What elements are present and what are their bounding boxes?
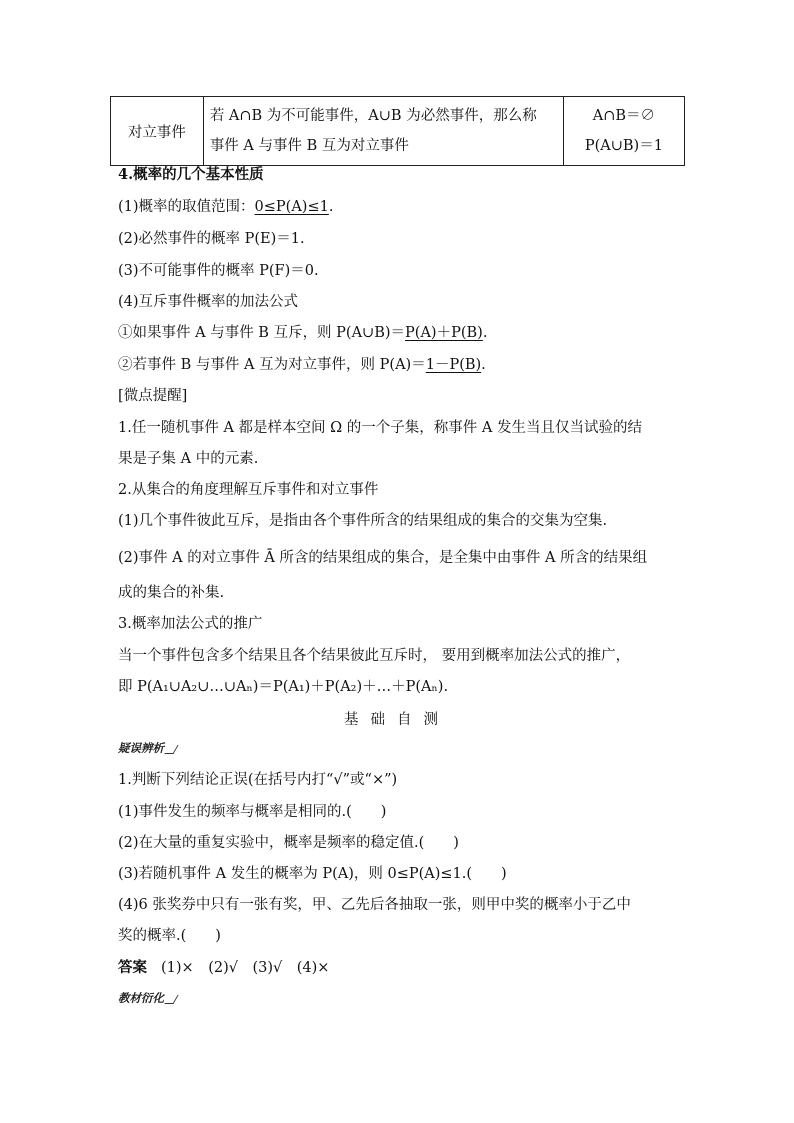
tag-label: 疑误辨析: [118, 741, 164, 755]
text: .: [328, 199, 334, 215]
table-cell-term: 对立事件: [111, 97, 204, 166]
paragraph: (4)互斥事件概率的加法公式: [118, 294, 299, 310]
paragraph: (1)几个事件彼此互斥，是指由各个事件所含的结果组成的集合的交集为空集.: [118, 513, 608, 529]
paragraph: 果是子集 A 中的元素.: [118, 451, 259, 467]
text: ②若事件 B 与事件 A 互为对立事件，则 P(A)＝: [118, 357, 426, 373]
question-item: (3)若随机事件 A 发生的概率为 P(A)，则 0≤P(A)≤1.( ): [118, 866, 507, 882]
text: .: [481, 357, 486, 373]
paragraph: 即 P(A₁∪A₂∪…∪Aₙ)＝P(A₁)＋P(A₂)＋…＋P(Aₙ).: [118, 679, 449, 695]
question-heading: 1.判断下列结论正误(在括号内打“√”或“×”): [118, 772, 398, 788]
paragraph: [118, 355, 486, 375]
text: (1)概率的取值范围：: [118, 199, 255, 215]
table-cell-formula: [563, 97, 684, 166]
paragraph: (2)必然事件的概率 P(E)＝1.: [118, 231, 305, 247]
description-line: 若 A∩B 为不可能事件，A∪B 为必然事件，那么称: [209, 108, 537, 124]
tips-heading: [微点提醒]: [118, 388, 188, 404]
tag-mark-icon: [164, 745, 178, 754]
paragraph: (2)事件 A 的对立事件 Ā 所含的结果组成的集合，是全集中由事件 A 所含的结果组: [118, 550, 648, 566]
section-heading: 4.概率的几个基本性质: [118, 166, 264, 183]
tag-label: 教材衍化: [118, 991, 164, 1005]
paragraph: 成的集合的补集.: [118, 585, 225, 601]
paragraph: 1.任一随机事件 A 都是样本空间 Ω 的一个子集，称事件 A 发生当且仅当试验的结: [118, 420, 642, 436]
answer-label: 答案: [118, 959, 147, 976]
paragraph: [118, 197, 333, 217]
table-row: [111, 97, 685, 166]
section-title: 基础自测: [344, 712, 450, 728]
category-tag: [118, 990, 176, 1006]
text: ①如果事件 A 与事件 B 互斥，则 P(A∪B)＝: [118, 325, 406, 341]
paragraph: (3)不可能事件的概率 P(F)＝0.: [118, 263, 319, 279]
question-item: (2)在大量的重复实验中，概率是频率的稳定值.( ): [118, 835, 459, 851]
paragraph: 当一个事件包含多个结果且各个结果彼此互斥时， 要用到概率加法公式的推广，: [118, 648, 631, 664]
description-line: 事件 A 与事件 B 互为对立事件: [209, 138, 409, 154]
question-item: (1)事件发生的频率与概率是相同的.( ): [118, 804, 387, 820]
answer-values: (1)× (2)√ (3)√ (4)×: [161, 960, 330, 976]
underlined-answer: 0≤P(A)≤1: [254, 199, 329, 215]
question-item: (4)6 张奖券中只有一张有奖，甲、乙先后各抽取一张，则甲中奖的概率小于乙中: [118, 897, 631, 913]
tag-mark-icon: [164, 995, 178, 1004]
category-tag: [118, 740, 176, 756]
paragraph: 2.从集合的角度理解互斥事件和对立事件: [118, 482, 379, 498]
question-item: 奖的概率.( ): [118, 928, 221, 944]
text: .: [482, 325, 488, 341]
formula-line: P(A∪B)＝1: [584, 138, 663, 154]
answer-line: [118, 958, 329, 978]
paragraph: [118, 323, 487, 343]
paragraph: 3.概率加法公式的推广: [118, 616, 263, 632]
table-cell-description: [203, 97, 563, 166]
formula-line: A∩B＝∅: [592, 108, 656, 124]
underlined-answer: P(A)＋P(B): [405, 325, 483, 341]
underlined-answer: 1－P(B): [425, 357, 482, 373]
definition-table: [110, 96, 685, 166]
